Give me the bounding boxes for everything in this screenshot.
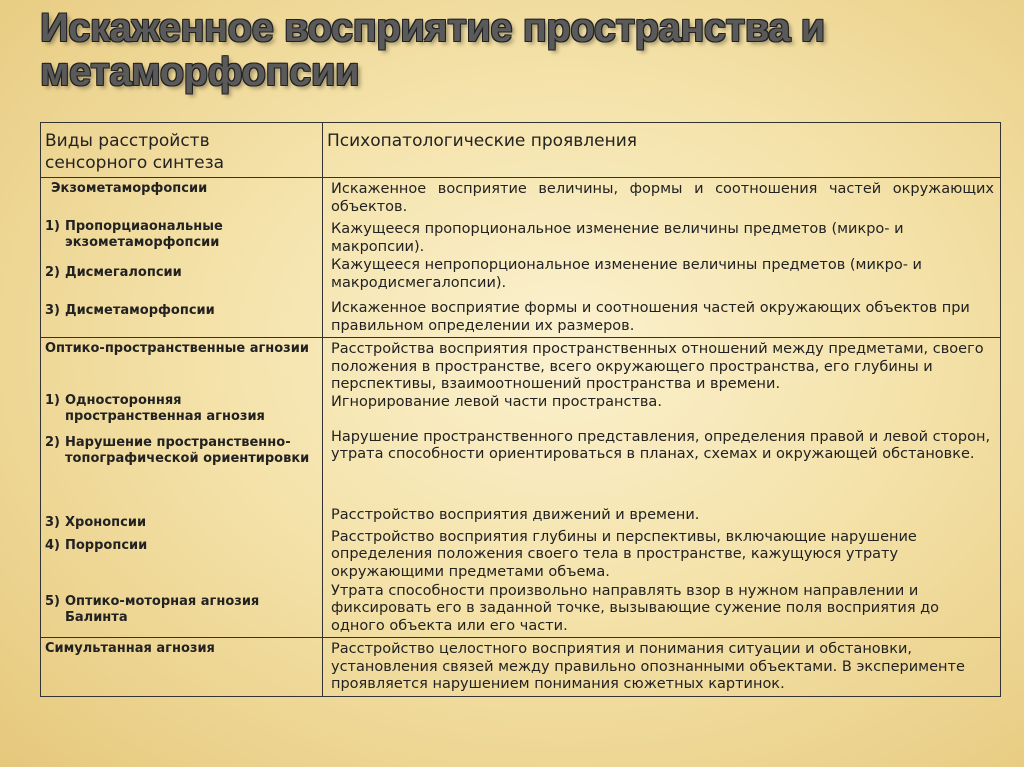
item-number: 2) [45,265,60,280]
item-number: 2) [45,435,60,450]
item-label: Нарушение пространственно-топографической ориентировки [65,435,310,466]
section-simultanagnosia-cell: Симультанная агнозия [41,638,323,697]
item-number: 1) [45,219,60,234]
table-row [41,178,1001,338]
item-label: Хронопсии [65,515,147,530]
header-manifestations: Психопатологические проявления [323,123,1001,178]
item-number: 5) [45,594,60,609]
item-desc: Расстройство восприятия движений и времени. [331,506,700,523]
item-label: Оптико-моторная агнозия Балинта [65,594,260,625]
section-desc: Расстройства восприятия пространственных отношений между предметами, своего положения в пространстве, всего окружающего пространства, его глубины и перспективы, взаимоотношений пространства и времени. [331,341,984,392]
slide-title: Искаженное восприятие пространства и метаморфопсии [40,6,825,94]
list-item [45,219,318,263]
item-desc: Утрата способности произвольно направлять взор в нужном направлении и фиксировать его в заданной точке, вызывающие сужение поля восприятия до одного объекта или его части. [331,582,940,634]
item-desc: Кажущееся пропорциональное изменение величины предметов (микро- и макропсии). [331,221,904,255]
section-desc: Искаженное восприятие величины, формы и соотношения частей окружающих объектов. [331,181,994,215]
section-exometamorphopsia-desc [323,178,1001,338]
table-header-row [41,123,1001,178]
item-label: Дисметаморфопсии [65,303,215,318]
item-number: 3) [45,515,60,530]
table-row [41,638,1001,697]
list-item [45,594,318,626]
item-desc: Искаженное восприятие формы и соотношения частей окружающих объектов при правильном определении их размеров. [331,300,970,334]
item-desc: Нарушение пространственного представления, определения правой и левой сторон, утрата способности ориентироваться в планах, схемах и окружающей обстановке. [331,428,991,462]
list-item [45,303,318,319]
item-label: Дисмегалопсии [65,265,182,280]
section-agnosia-desc [323,338,1001,638]
header-disorder-types: Виды расстройств сенсорного синтеза [41,123,323,178]
item-number: 1) [45,393,60,408]
section-label: Оптико-пространственные агнозии [45,341,309,356]
list-item [45,515,318,538]
list-item [45,435,318,515]
section-label: Экзометаморфопсии [51,181,208,196]
item-label: Порропсии [65,538,148,553]
list-item [45,263,318,303]
section-simultanagnosia-desc: Расстройство целостного восприятия и понимания ситуации и обстановки, установления связей между правильно опознанными объектами. В эксперименте проявляется нарушением понимания сюжетных картинок. [323,638,1001,697]
list-item [45,538,318,594]
item-desc: Расстройство восприятия глубины и перспективы, включающие нарушение определения положения своего тела в пространстве, кажущуюся утрату окружающими предметами объема. [331,528,917,580]
section-agnosia-cell [41,338,323,638]
item-number: 3) [45,303,60,318]
table-row [41,338,1001,638]
item-label: Пропорциаональные экзометаморфопсии [65,219,223,250]
item-number: 4) [45,538,60,553]
section-exometamorphopsia-cell [41,178,323,338]
list-item [45,393,318,435]
item-label: Односторонняя пространственная агнозия [65,393,265,424]
disorders-table [40,122,1001,697]
item-desc: Игнорирование левой части пространства. [331,393,662,410]
item-desc: Кажущееся непропорциональное изменение величины предметов (микро- и макродисмегалопсии). [331,257,922,291]
